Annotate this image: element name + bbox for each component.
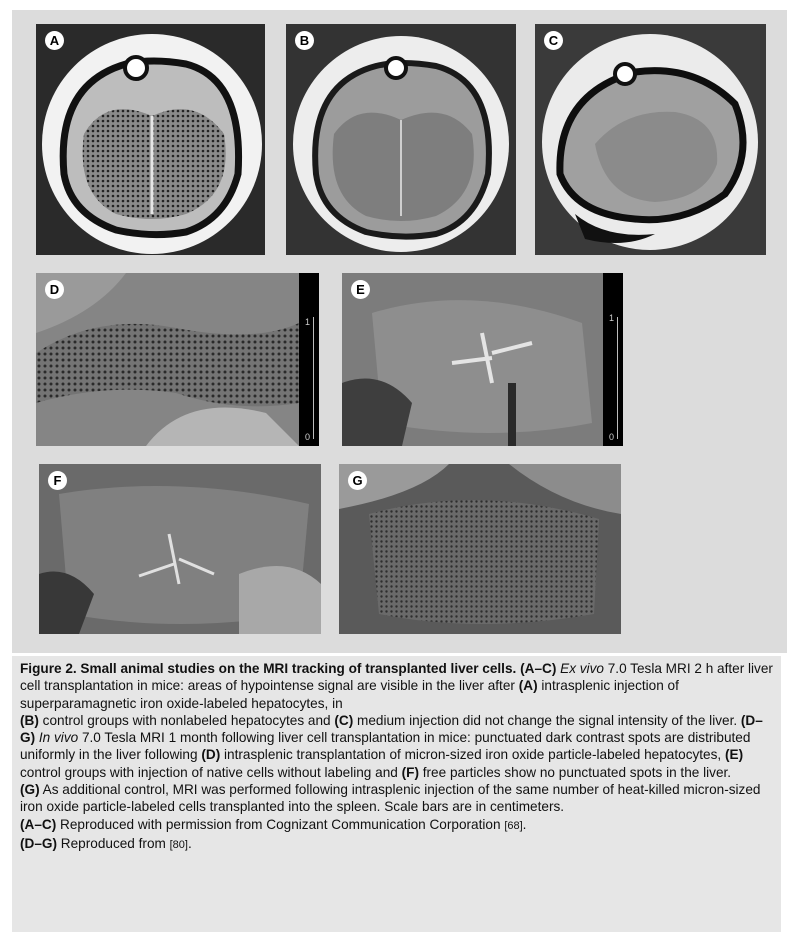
caption-text-s1: 7.0 Tesla MRI 2 h after liver cell transplantation in mice: areas of hypointense signal are visible in the liver after: [20, 661, 773, 694]
panel-a-label: A: [45, 31, 64, 50]
caption-ref-g: (G): [20, 782, 40, 798]
credit-end-d-g: .: [187, 835, 192, 851]
caption-in-vivo: In vivo: [38, 730, 79, 746]
panel-c-label: C: [544, 31, 563, 50]
panel-e-scale-bar: [603, 273, 623, 446]
panel-f-mri: [39, 464, 321, 634]
caption-ref-f: (F): [401, 764, 419, 780]
panel-d-scale-bar: [299, 273, 319, 446]
caption-ref-d: (D): [201, 747, 221, 763]
panel-e-image: [342, 273, 623, 446]
credit-text-d-g: Reproduced from: [60, 835, 166, 851]
credit-label-a-c: (A–C): [20, 816, 57, 832]
panel-e-scale-bottom: 0: [608, 432, 614, 442]
panel-g-label: G: [348, 471, 367, 490]
credit-label-d-g: (D–G): [20, 835, 58, 851]
caption-text-e: control groups with injection of native cells without labeling and: [20, 764, 398, 780]
caption-ref-e: (E): [724, 747, 744, 763]
caption-ref-d-g: (D–G): [20, 712, 763, 746]
credit-end-a-c: .: [522, 816, 527, 832]
panel-g-image: [339, 464, 621, 634]
credit-text-a-c: Reproduced with permission from Cognizant Communication Corporation: [60, 816, 501, 832]
caption-ex-vivo: Ex vivo: [560, 661, 604, 676]
caption-title: Figure 2. Small animal studies on the MRI tracking of transplanted liver cells.: [20, 661, 517, 676]
caption-ref-c: (C): [334, 712, 354, 728]
panel-e-label: E: [351, 280, 370, 299]
panel-d-scale-top: 1: [304, 317, 310, 327]
panel-b-image: [286, 24, 516, 255]
figure-caption: [12, 656, 781, 932]
panel-d-scale-line: [313, 317, 314, 439]
panel-d-label: D: [45, 280, 64, 299]
caption-ref-a-c: (A–C): [520, 661, 557, 676]
panel-c-mri: [535, 24, 766, 255]
panel-e-mri: [342, 273, 603, 446]
panel-f-label: F: [48, 471, 67, 490]
caption-text-g: As additional control, MRI was performed following intrasplenic injection of the same number of heat-killed micron-sized iron oxide particle-labeled cells transplanted into the spleen. Scale bars are in centimeters.: [20, 782, 761, 815]
panel-d-mri: [36, 273, 299, 446]
panel-d-scale-bottom: 0: [304, 432, 310, 442]
panel-f-image: [39, 464, 321, 634]
panel-e-scale-top: 1: [608, 313, 614, 323]
panel-b-mri: [286, 24, 516, 255]
caption-text-s2: 7.0 Tesla MRI 1 month following liver cell transplantation in mice: punctuated dark contrast spots are distributed uniformly in the liver following: [20, 730, 751, 763]
caption-text-c: medium injection did not change the signal intensity of the liver.: [357, 712, 738, 728]
panel-b-label: B: [295, 31, 314, 50]
panel-a-mri: [36, 24, 265, 255]
caption-ref-b: (B): [20, 712, 39, 728]
caption-text-d: intrasplenic transplantation of micron-sized iron oxide particle-labeled hepatocytes,: [224, 747, 722, 763]
panel-g-mri: [339, 464, 621, 634]
credit-ref-68: [68]: [504, 819, 523, 832]
figure-panels: [12, 10, 787, 653]
panel-c-image: [535, 24, 766, 255]
credit-ref-80: [80]: [169, 838, 188, 851]
panel-e-scale-line: [617, 317, 618, 439]
caption-text-a: intrasplenic injection of superparamagnetic iron oxide-labeled hepatocytes, in: [20, 678, 679, 711]
caption-text-b: control groups with nonlabeled hepatocytes and: [42, 712, 331, 728]
caption-text-f: free particles show no punctuated spots in the liver.: [422, 764, 732, 780]
panel-d-image: [36, 273, 319, 446]
panel-a-image: [36, 24, 265, 255]
caption-ref-a: (A): [518, 678, 538, 694]
